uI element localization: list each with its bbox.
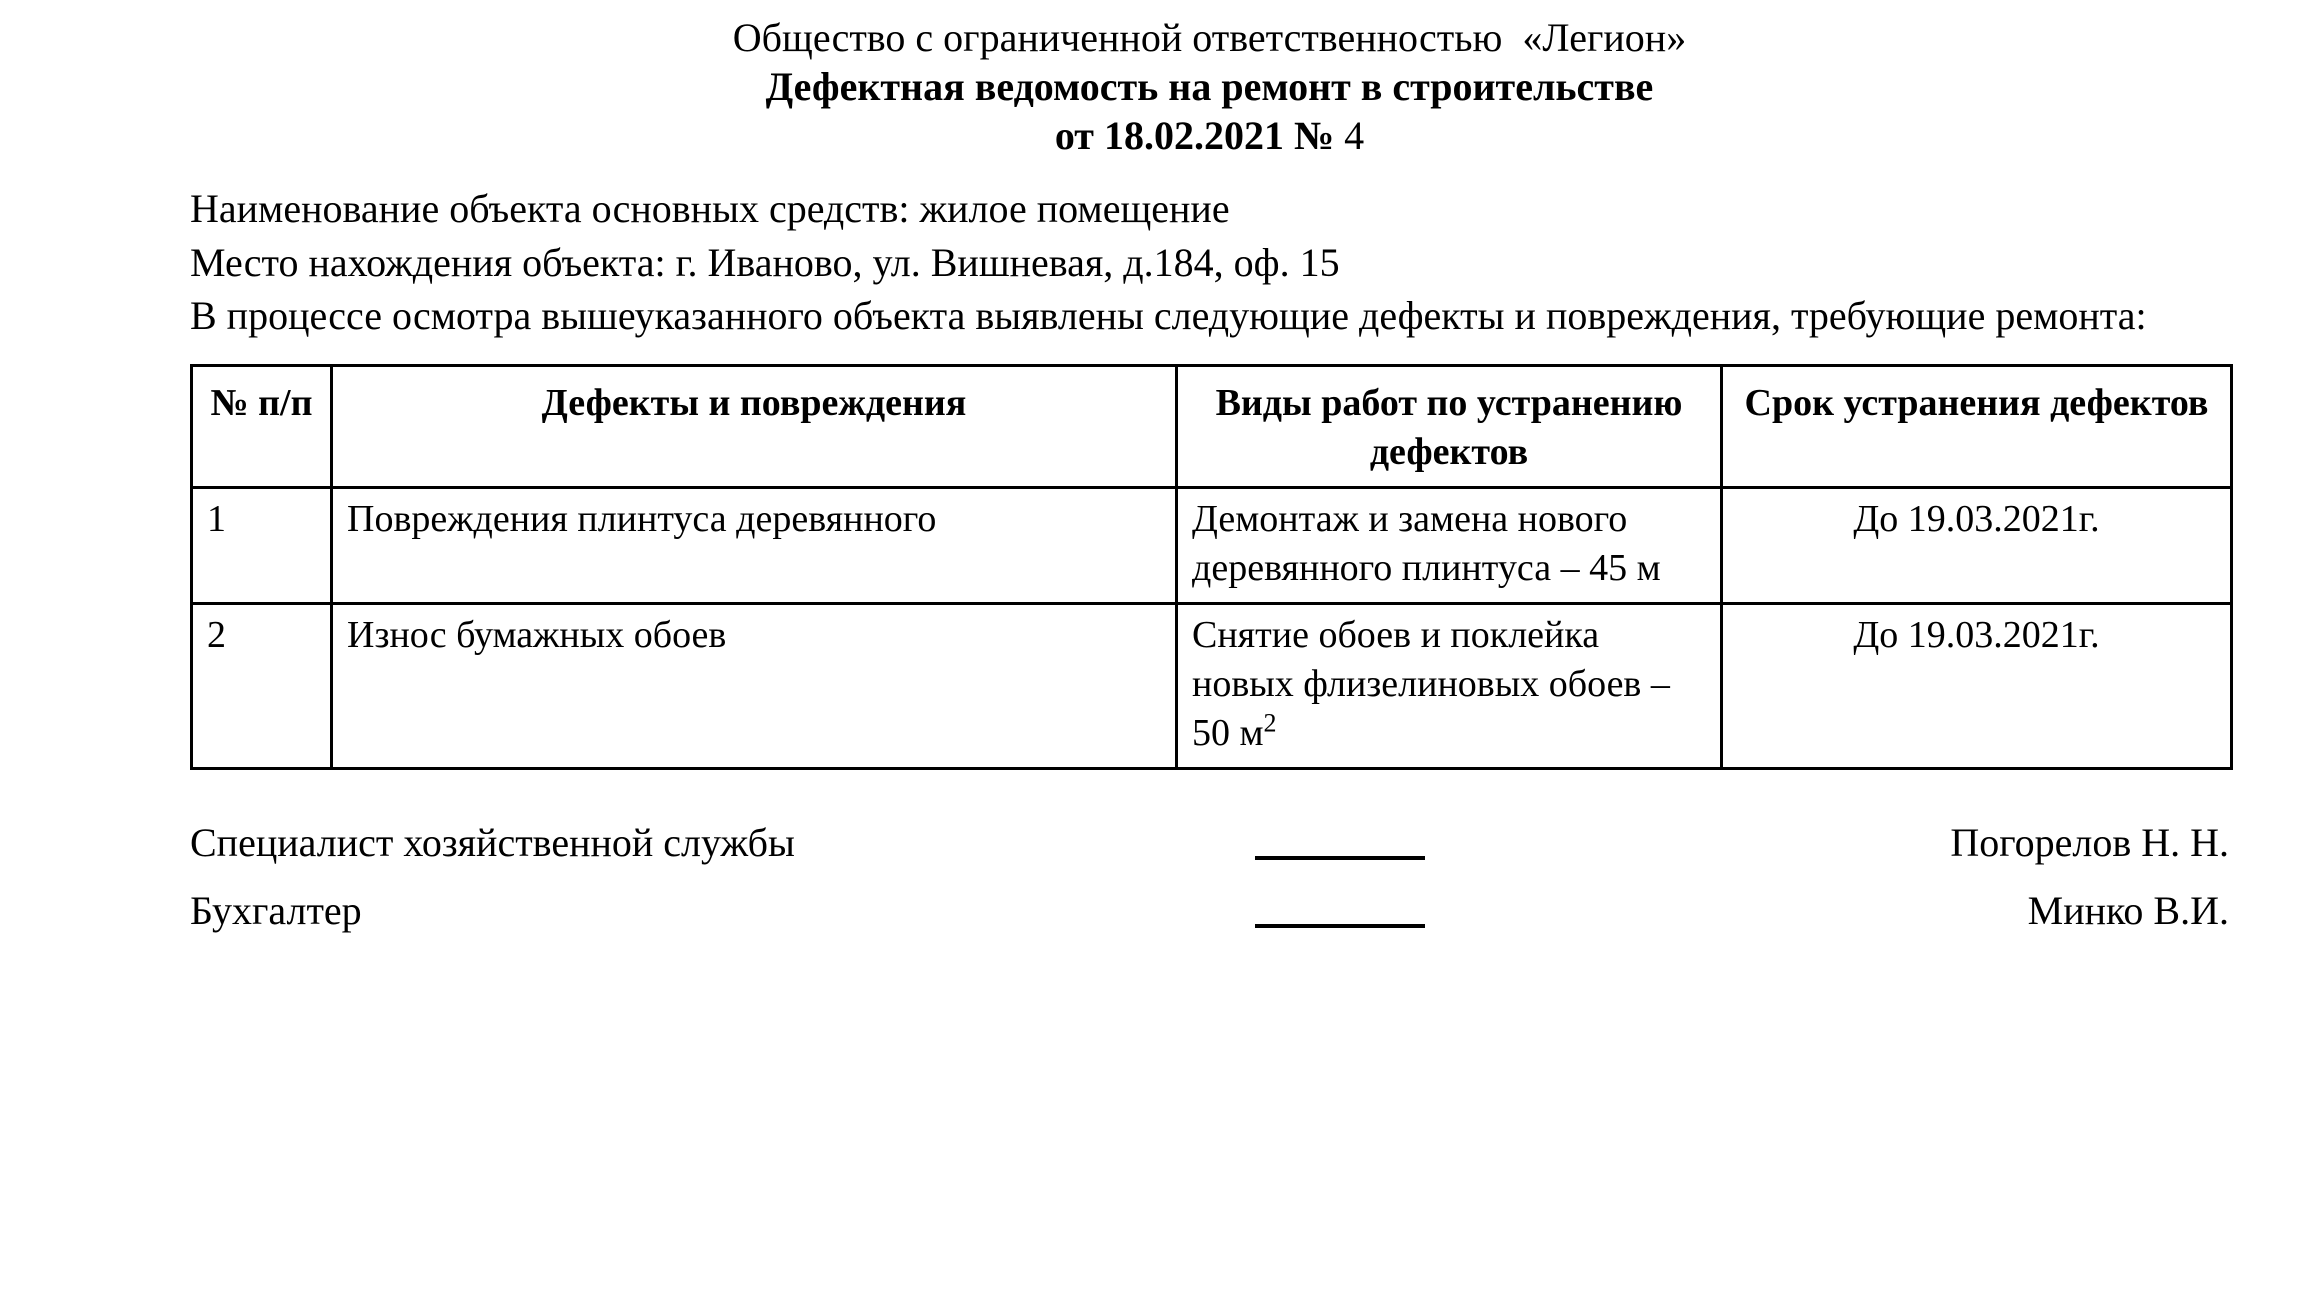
column-header-number: № п/п	[192, 365, 332, 487]
signature-rule	[1255, 894, 1425, 928]
document-date: от 18.02.2021 №	[1054, 112, 1345, 158]
signature-line	[1060, 816, 1620, 873]
column-header-works: Виды работ по устранению дефектов	[1177, 365, 1722, 487]
cell-term: До 19.03.2021г.	[1722, 604, 2232, 769]
table-header-row	[192, 365, 2232, 487]
organization-line: Общество с ограниченной ответственностью «Легион»	[732, 15, 1687, 60]
signature-row-specialist	[190, 816, 2229, 873]
signature-name: Минко В.И.	[2027, 887, 2229, 933]
cell-defect: Износ бумажных обоев	[332, 604, 1177, 769]
intro-line-inspection: В процессе осмотра вышеуказанного объекта выявлены следующие дефекты и повреждения, требующие ремонта:	[190, 292, 2147, 338]
cell-work: Демонтаж и замена нового деревянного плинтуса – 45 м	[1177, 488, 1722, 604]
cell-number: 2	[192, 604, 332, 769]
signature-role: Специалист хозяйственной службы	[190, 820, 795, 866]
signatures-block	[190, 816, 2229, 940]
document-date-number	[190, 112, 2229, 161]
intro-line-object-name: Наименование объекта основных средств: жилое помещение	[190, 186, 1230, 232]
signature-line	[1060, 884, 1620, 941]
cell-defect: Повреждения плинтуса деревянного	[332, 488, 1177, 604]
cell-number: 1	[192, 488, 332, 604]
signature-rule	[1255, 826, 1425, 860]
cell-term: До 19.03.2021г.	[1722, 488, 2232, 604]
cell-work-text: Снятие обоев и поклейка новых флизелиновых обоев – 50 м	[1192, 614, 1670, 754]
document-title: Дефектная ведомость на ремонт в строительстве	[765, 63, 1654, 109]
defects-table	[190, 364, 2233, 770]
intro-block	[190, 182, 2229, 342]
intro-line-object-location: Место нахождения объекта: г. Иваново, ул. Вишневая, д.184, оф. 15	[190, 239, 1340, 285]
signature-name: Погорелов Н. Н.	[1950, 820, 2229, 866]
document-number: 4	[1344, 112, 1365, 158]
column-header-defects: Дефекты и повреждения	[332, 365, 1177, 487]
signature-role: Бухгалтер	[190, 887, 362, 933]
table-row	[192, 488, 2232, 604]
column-header-term: Срок устранения дефектов	[1722, 365, 2232, 487]
table-row	[192, 604, 2232, 769]
cell-work	[1177, 604, 1722, 769]
cell-work-superscript: 2	[1263, 708, 1277, 738]
signature-row-accountant	[190, 884, 2229, 941]
